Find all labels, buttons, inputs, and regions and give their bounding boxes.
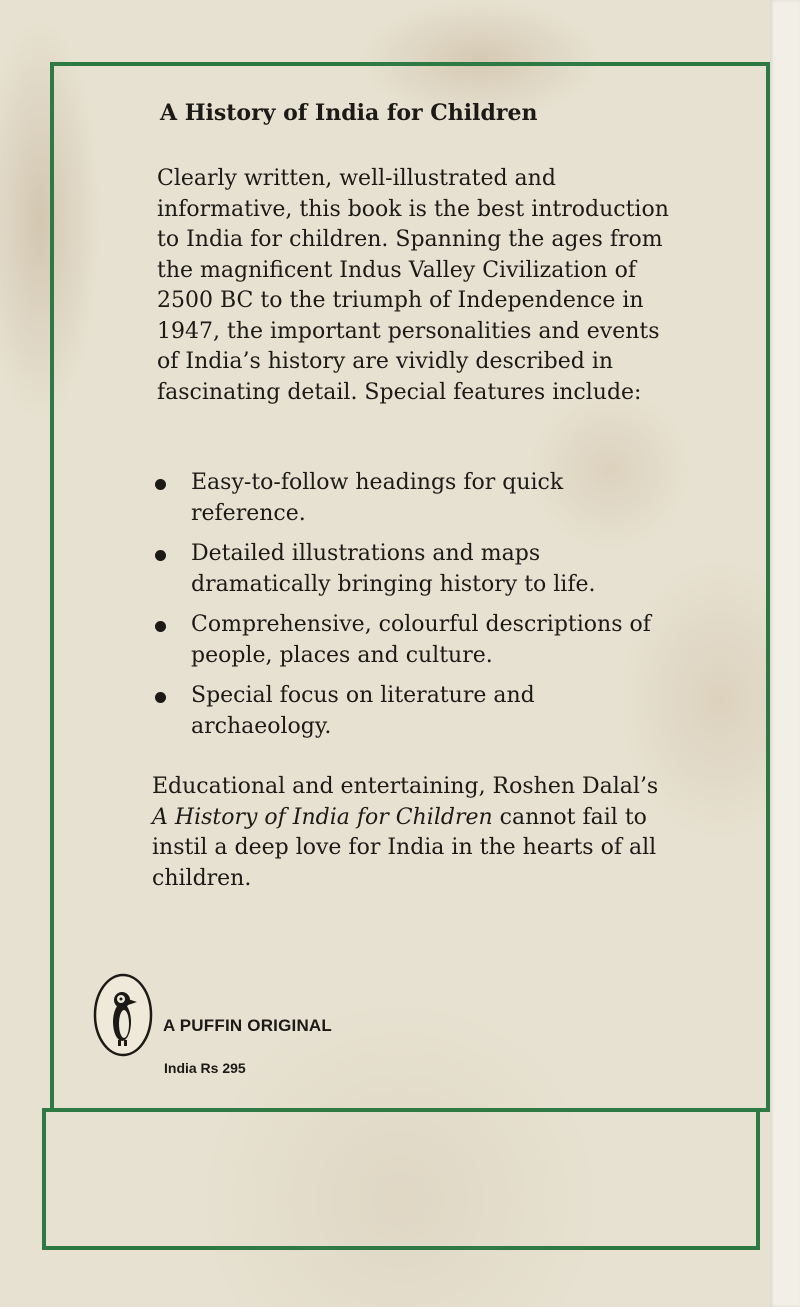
- feature-item: [155, 468, 675, 529]
- bullet-icon: [155, 479, 166, 490]
- bullet-icon: [155, 621, 166, 632]
- feature-text: Special focus on literature and archaeology.: [191, 683, 535, 739]
- feature-text: Easy-to-follow headings for quick reference.: [191, 470, 564, 526]
- feature-item: [155, 539, 675, 600]
- feature-item: [155, 610, 675, 671]
- closing-book-title: A History of India for Children: [152, 804, 493, 830]
- cover-edge-strip: [770, 0, 800, 1307]
- bullet-icon: [155, 550, 166, 561]
- book-title: A History of India for Children: [160, 100, 538, 126]
- barcode-box: [42, 1108, 760, 1250]
- publisher-imprint: A PUFFIN ORIGINAL: [163, 1016, 332, 1035]
- feature-item: [155, 681, 675, 742]
- bullet-icon: [155, 692, 166, 703]
- feature-list: [155, 468, 675, 752]
- price-label: India Rs 295: [164, 1060, 246, 1076]
- closing-text-before: Educational and entertaining, Roshen Dalal’s: [152, 774, 659, 799]
- feature-text: Comprehensive, colourful descriptions of people, places and culture.: [191, 612, 651, 668]
- puffin-logo-icon: [92, 972, 154, 1058]
- closing-text-after: cannot fail to instil a deep love for India in the hearts of all children.: [152, 804, 657, 891]
- book-description: Clearly written, well-illustrated and informative, this book is the best introduction to India for children. Spanning the ages from the magnificent Indus Valley Civilization of 2500 BC to the triumph of Independence in 1947, the important personalities and events of India’s history are vividly described in fascinating detail. Special features include:: [157, 166, 669, 405]
- closing-paragraph: [152, 772, 672, 894]
- feature-text: Detailed illustrations and maps dramatically bringing history to life.: [191, 541, 596, 597]
